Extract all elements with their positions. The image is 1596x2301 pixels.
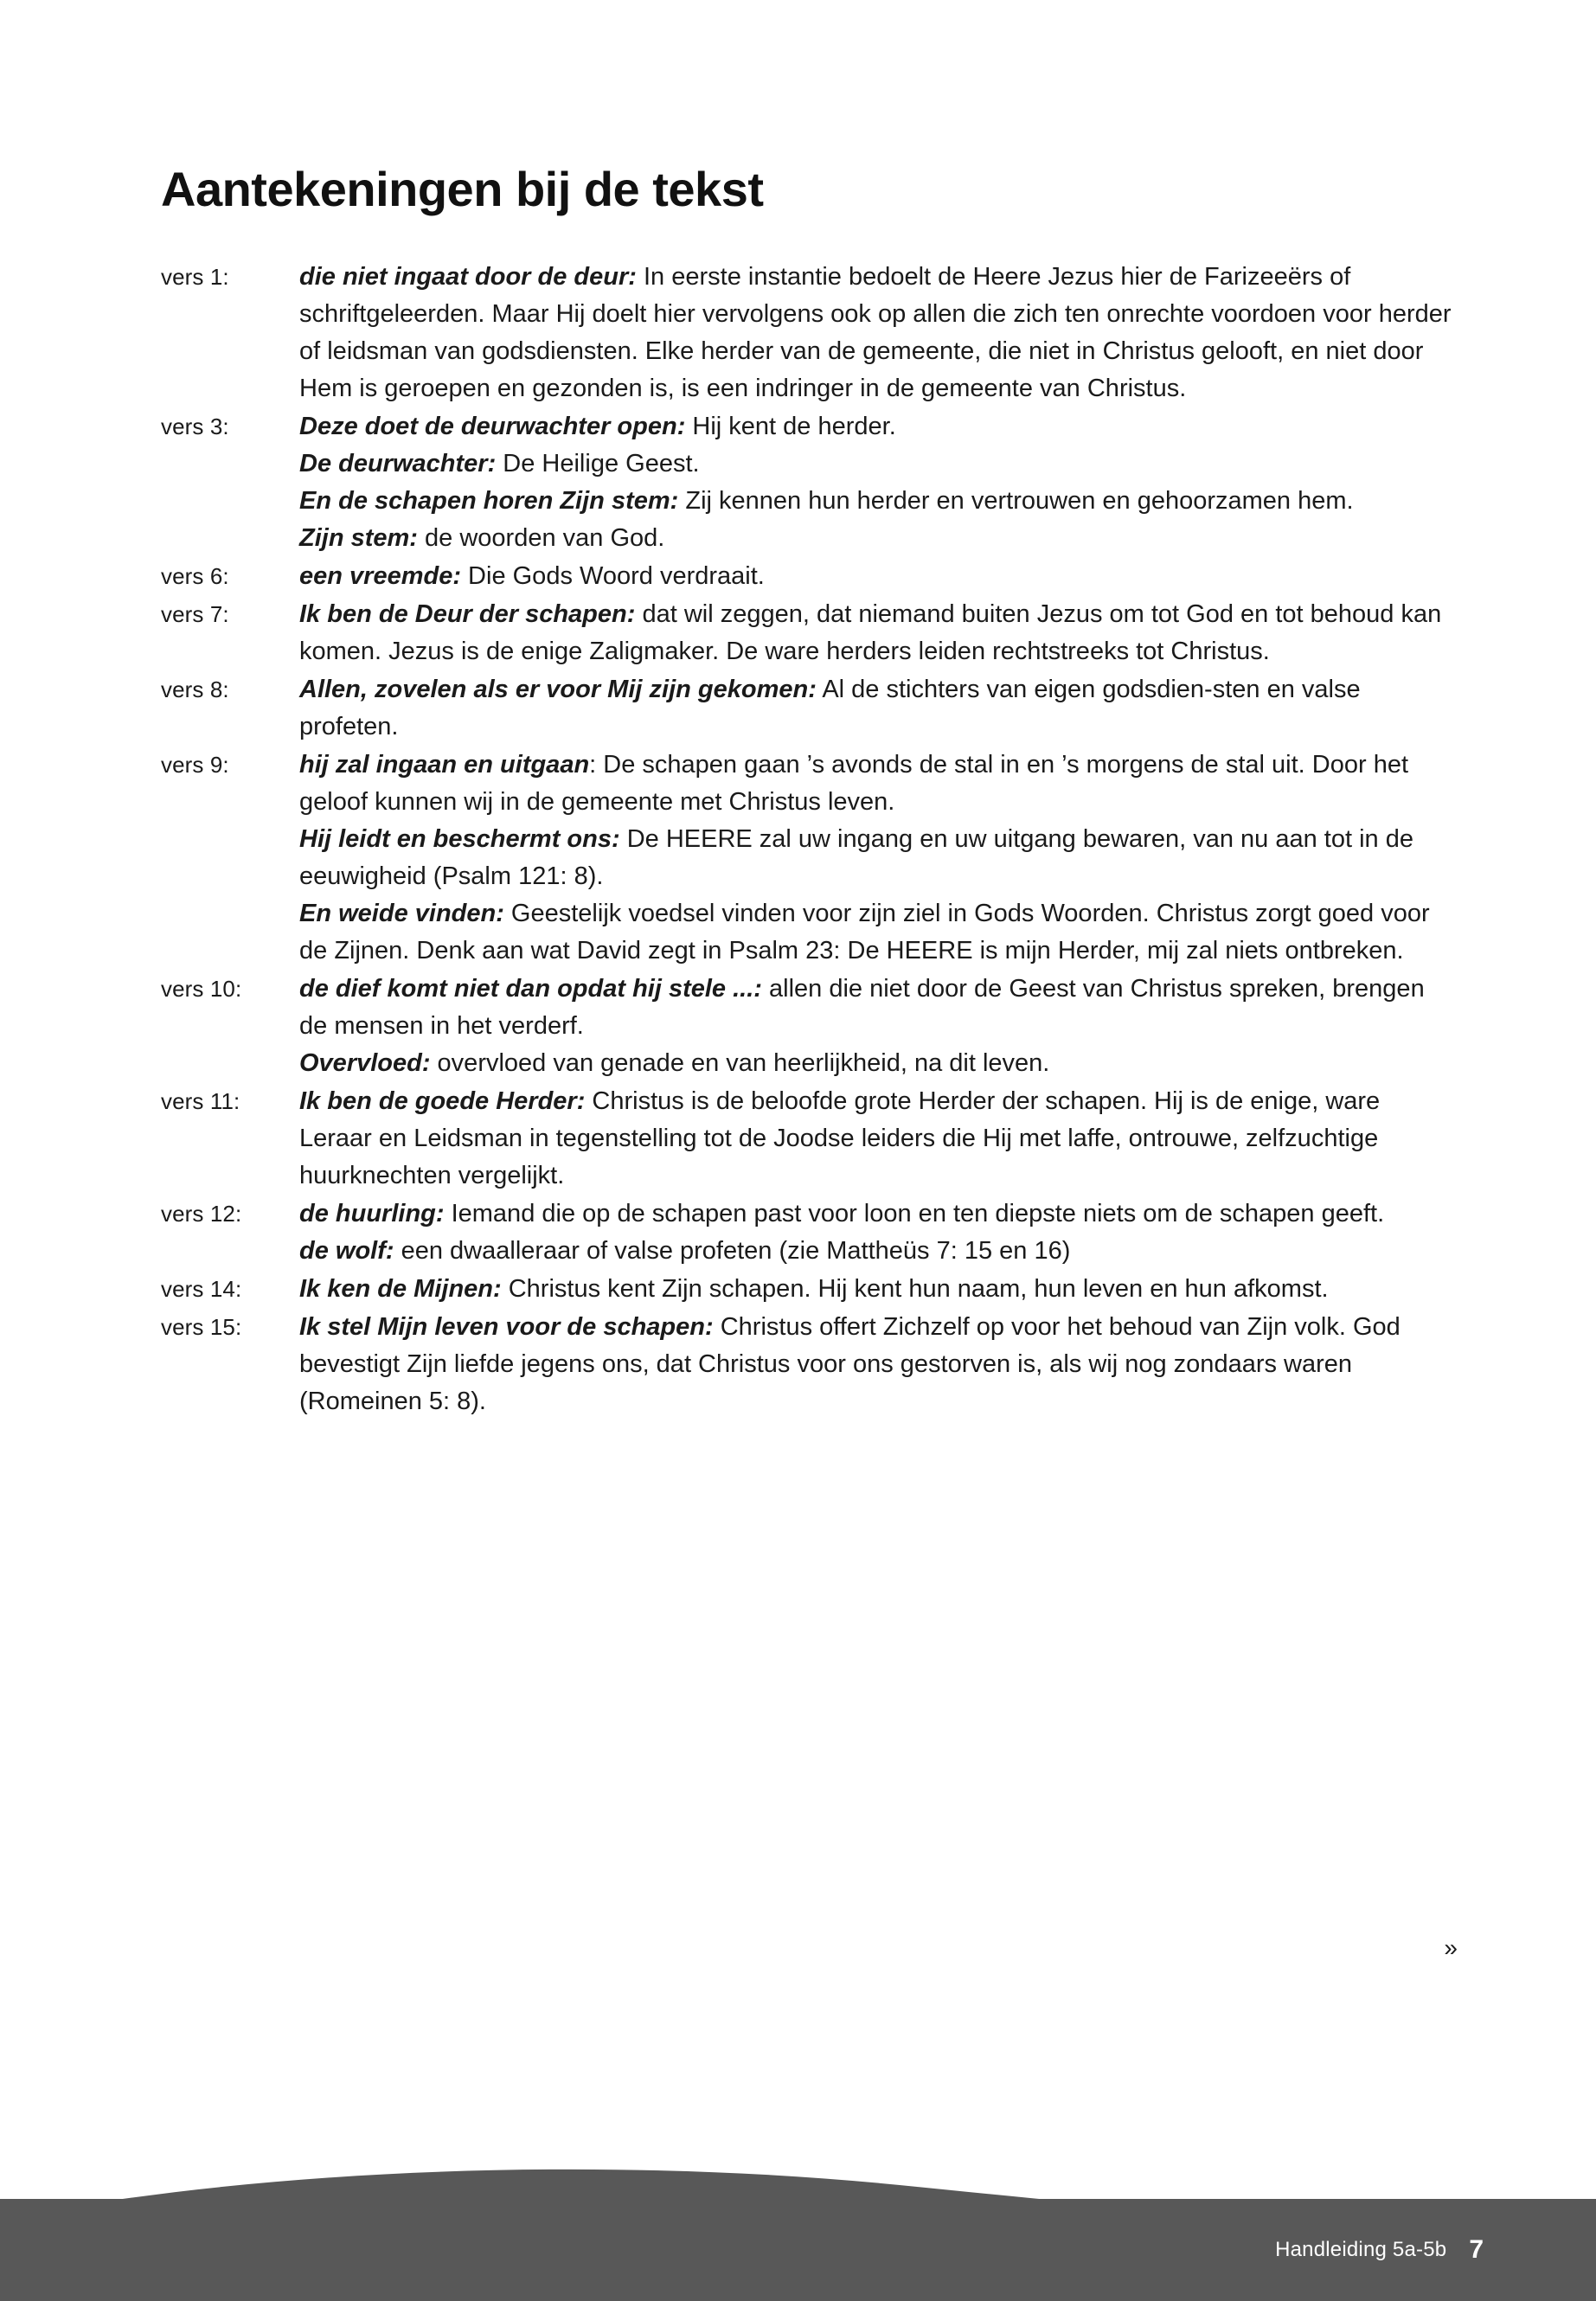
- note-text: een dwaalleraar of valse profeten (zie Mattheüs 7: 15 en 16): [394, 1237, 1071, 1265]
- note-lead-phrase: Ik ben de goede Herder:: [299, 1087, 586, 1115]
- note-paragraph: [299, 520, 1458, 557]
- note-text: De HEERE zal uw ingang en uw uitgang bewaren, van nu aan tot in de eeuwigheid (Psalm 121: 8).: [299, 825, 1413, 890]
- note-body: [299, 747, 1458, 970]
- note-text: Christus is de beloofde grote Herder der schapen. Hij is de enige, ware Leraar en Leidsman in tegenstelling tot de Joodse leiders die Hij met laffe, ontrouwe, zelfzuchtige huurknechten vergelijkt.: [299, 1087, 1381, 1189]
- note-lead-phrase: die niet ingaat door de deur:: [299, 263, 637, 291]
- footer-content: [1275, 2199, 1484, 2301]
- note-text: Al de stichters van eigen godsdien-sten en valse profeten.: [299, 676, 1361, 740]
- note-lead-phrase: hij zal ingaan en uitgaan: [299, 751, 590, 779]
- note-paragraph: [299, 1309, 1458, 1420]
- note-row: [161, 671, 1458, 746]
- page-number: 7: [1469, 2235, 1484, 2264]
- note-verse-label: vers 15:: [161, 1314, 242, 1340]
- note-paragraph: [299, 408, 1458, 445]
- note-lead-phrase: de dief komt niet dan opdat hij stele ...:: [299, 975, 762, 1003]
- note-row: [161, 971, 1458, 1082]
- note-text: Christus offert Zichzelf op voor het behoud van Zijn volk. God bevestigt Zijn liefde jegens ons, dat Christus voor ons gestorven is, als wij nog zondaars waren (Romeinen 5: 8).: [299, 1313, 1401, 1415]
- note-lead-phrase: de wolf:: [299, 1237, 394, 1265]
- note-paragraph: [299, 1195, 1458, 1233]
- note-verse-label: vers 9:: [161, 752, 229, 778]
- note-lead-phrase: En weide vinden:: [299, 900, 504, 927]
- note-lead-phrase: De deurwachter:: [299, 450, 497, 478]
- note-paragraph: [299, 1083, 1458, 1195]
- footer-label: Handleiding 5a-5b: [1275, 2238, 1447, 2261]
- note-paragraph: [299, 671, 1458, 746]
- note-text: Hij kent de herder.: [685, 413, 896, 440]
- note-text: Geestelijk voedsel vinden voor zijn ziel in Gods Woorden. Christus zorgt goed voor de Zijnen. Denk aan wat David zegt in Psalm 23: De HEERE is mijn Herder, mij zal niets ontbreken.: [299, 900, 1430, 965]
- note-body: [299, 259, 1458, 407]
- note-verse-label: vers 12:: [161, 1201, 242, 1227]
- note-lead-phrase: Ik ben de Deur der schapen:: [299, 600, 636, 628]
- note-lead-phrase: Hij leidt en beschermt ons:: [299, 825, 620, 853]
- note-text: Zij kennen hun herder en vertrouwen en gehoorzamen hem.: [678, 487, 1354, 515]
- note-body: [299, 558, 1458, 595]
- note-body: [299, 1195, 1458, 1270]
- note-paragraph: [299, 971, 1458, 1045]
- note-text: Christus kent Zijn schapen. Hij kent hun naam, hun leven en hun afkomst.: [501, 1275, 1329, 1303]
- note-row: [161, 1309, 1458, 1420]
- note-text: dat wil zeggen, dat niemand buiten Jezus om tot God en tot behoud kan komen. Jezus is de enige Zaligmaker. De ware herders leiden rechtstreeks tot Christus.: [299, 600, 1442, 665]
- note-text: : De schapen gaan ’s avonds de stal in en ’s morgens de stal uit. Door het geloof kunnen wij in de gemeente met Christus leven.: [299, 751, 1409, 816]
- note-body: [299, 1083, 1458, 1195]
- page-content: [161, 161, 1458, 1961]
- note-paragraph: [299, 596, 1458, 670]
- note-text: In eerste instantie bedoelt de Heere Jezus hier de Farizeeërs of schriftgeleerden. Maar Hij doelt hier vervolgens ook op allen die zich ten onrechte voordoen voor herder of leidsman van godsdiensten. Elke herder van de gemeente, die niet in Christus gelooft, en niet door Hem is geroepen en gezonden is, is een indringer in de gemeente van Christus.: [299, 263, 1452, 402]
- note-paragraph: [299, 1045, 1458, 1082]
- note-paragraph: [299, 1271, 1458, 1308]
- note-paragraph: [299, 259, 1458, 407]
- note-row: [161, 596, 1458, 670]
- note-text: de woorden van God.: [417, 524, 665, 552]
- note-verse-label: vers 7:: [161, 601, 229, 627]
- note-lead-phrase: Ik stel Mijn leven voor de schapen:: [299, 1313, 714, 1341]
- page-title: Aantekeningen bij de tekst: [161, 162, 764, 216]
- note-paragraph: [299, 483, 1458, 520]
- note-lead-phrase: Deze doet de deurwachter open:: [299, 413, 686, 440]
- note-body: [299, 596, 1458, 670]
- note-verse-label: vers 1:: [161, 264, 229, 290]
- note-lead-phrase: Overvloed:: [299, 1049, 431, 1077]
- note-text: Die Gods Woord verdraait.: [461, 562, 765, 590]
- note-row: [161, 1271, 1458, 1308]
- note-paragraph: [299, 558, 1458, 595]
- note-text: overvloed van genade en van heerlijkheid, na dit leven.: [430, 1049, 1050, 1077]
- note-verse-label: vers 6:: [161, 563, 229, 589]
- note-body: [299, 1309, 1458, 1420]
- note-lead-phrase: Zijn stem:: [299, 524, 418, 552]
- note-row: [161, 747, 1458, 970]
- note-row: [161, 408, 1458, 557]
- note-lead-phrase: Ik ken de Mijnen:: [299, 1275, 502, 1303]
- note-verse-label: vers 10:: [161, 976, 242, 1002]
- note-body: [299, 408, 1458, 557]
- note-verse-label: vers 14:: [161, 1276, 242, 1302]
- note-body: [299, 971, 1458, 1082]
- notes-list: [161, 259, 1458, 1420]
- note-row: [161, 558, 1458, 595]
- note-row: [161, 1083, 1458, 1195]
- note-verse-label: vers 8:: [161, 676, 229, 702]
- note-row: [161, 1195, 1458, 1270]
- note-text: allen die niet door de Geest van Christus spreken, brengen de mensen in het verderf.: [299, 975, 1425, 1040]
- note-text: De Heilige Geest.: [496, 450, 700, 478]
- note-verse-label: vers 3:: [161, 413, 229, 439]
- note-paragraph: [299, 895, 1458, 970]
- note-paragraph: [299, 1233, 1458, 1270]
- note-lead-phrase: En de schapen horen Zijn stem:: [299, 487, 679, 515]
- note-body: [299, 1271, 1458, 1308]
- note-row: [161, 259, 1458, 407]
- note-verse-label: vers 11:: [161, 1088, 240, 1114]
- note-lead-phrase: de huurling:: [299, 1200, 445, 1227]
- note-paragraph: [299, 747, 1458, 821]
- note-text: Iemand die op de schapen past voor loon en ten diepste niets om de schapen geeft.: [444, 1200, 1385, 1227]
- note-body: [299, 671, 1458, 746]
- note-lead-phrase: Allen, zovelen als er voor Mij zijn gekomen:: [299, 676, 817, 703]
- note-paragraph: [299, 445, 1458, 483]
- note-lead-phrase: een vreemde:: [299, 562, 461, 590]
- next-page-marker: »: [1444, 1934, 1458, 1961]
- note-paragraph: [299, 821, 1458, 895]
